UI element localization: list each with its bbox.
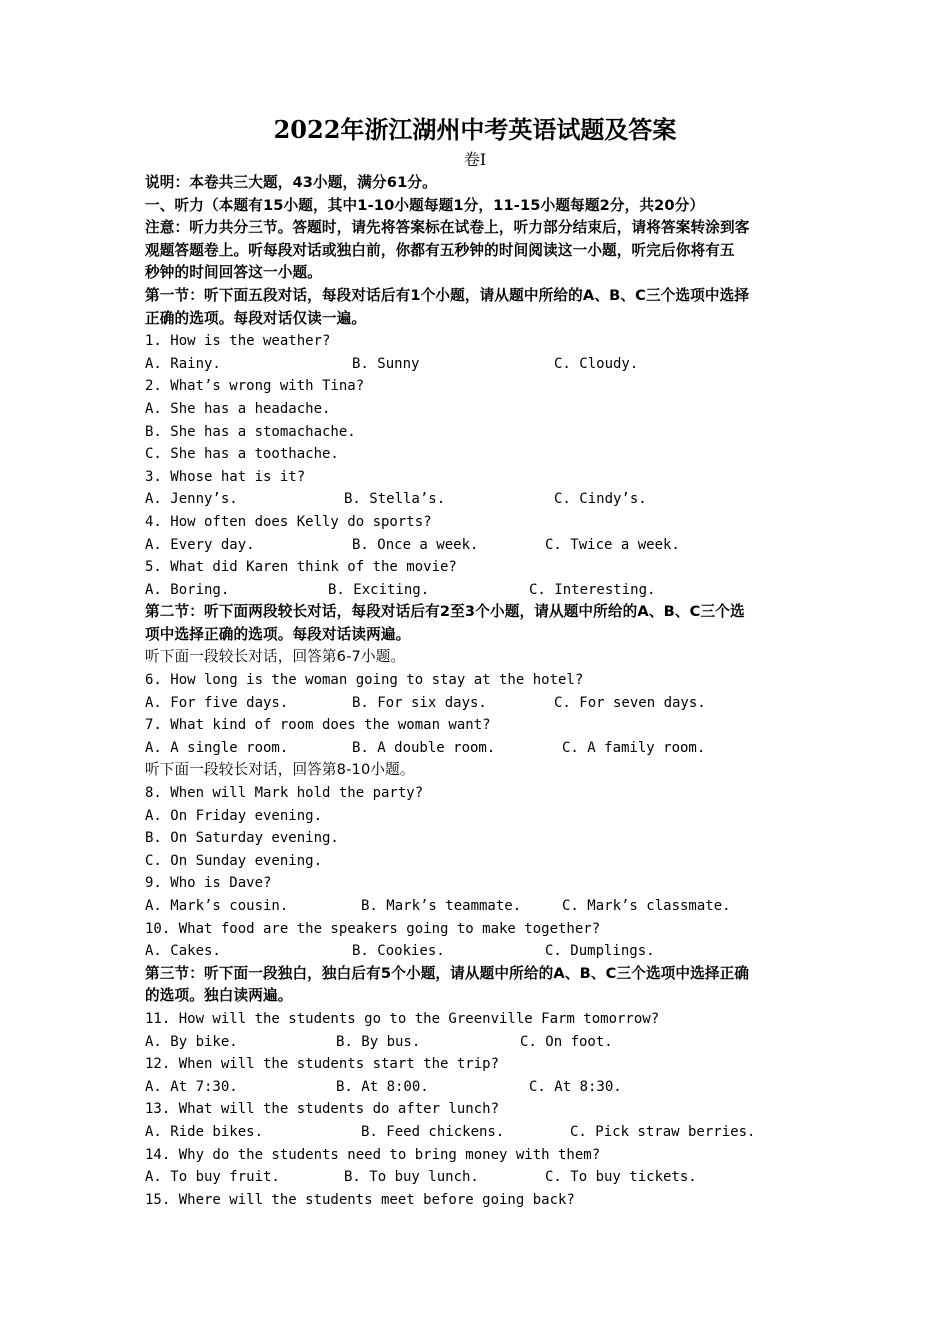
question-2: 2. What’s wrong with Tina? bbox=[145, 378, 365, 395]
options-9 bbox=[145, 895, 810, 918]
section2-heading: 项中选择正确的选项。每段对话读两遍。 bbox=[145, 625, 411, 643]
dialog-note: 听下面一段较长对话，回答第8-10小题。 bbox=[145, 761, 415, 779]
option-b: B. To buy lunch. bbox=[344, 1169, 479, 1186]
notice-line: 观题答题卷上。听每段对话或独白前，你都有五秒钟的时间阅读这一小题，听完后你将有五 bbox=[145, 241, 735, 259]
option-c: C. On foot. bbox=[520, 1033, 613, 1050]
exam-body bbox=[145, 172, 810, 1211]
option-b: B. For six days. bbox=[352, 694, 487, 711]
option-a: A. Ride bikes. bbox=[145, 1123, 264, 1140]
notice-line: 秒钟的时间回答这一小题。 bbox=[145, 264, 322, 282]
section3-heading: 第三节：听下面一段独白，独白后有5个小题，请从题中所给的A、B、C三个选项中选择正确 bbox=[145, 964, 750, 982]
options-5 bbox=[145, 579, 810, 602]
option-a: A. Boring. bbox=[145, 581, 230, 598]
exam-title: 2022年浙江湖州中考英语试题及答案 bbox=[273, 115, 677, 144]
notice-line: 注意：听力共分三节。答题时，请先将答案标在试卷上，听力部分结束后，请将答案转涂到客 bbox=[145, 219, 750, 237]
option-b: B. Stella’s. bbox=[344, 491, 446, 508]
option-b: B. Cookies. bbox=[352, 943, 445, 960]
question-5: 5. What did Karen think of the movie? bbox=[145, 559, 457, 576]
volume-label: 卷Ⅰ bbox=[463, 150, 487, 169]
options-12 bbox=[145, 1076, 810, 1099]
section3-heading: 的选项。独白读两遍。 bbox=[145, 987, 293, 1005]
option-b: B. Sunny bbox=[352, 355, 420, 372]
option-c: C. Interesting. bbox=[529, 581, 656, 598]
option-a: A. A single room. bbox=[145, 739, 289, 756]
option-c: C. Mark’s classmate. bbox=[562, 898, 731, 914]
question-13: 13. What will the students do after lunch? bbox=[145, 1101, 500, 1118]
section1-heading: 正确的选项。每段对话仅读一遍。 bbox=[145, 309, 367, 327]
option-a: A. On Friday evening. bbox=[145, 807, 323, 824]
question-12: 12. When will the students start the trip? bbox=[145, 1056, 500, 1073]
question-14: 14. Why do the students need to bring money with them? bbox=[145, 1146, 601, 1163]
option-a: A. By bike. bbox=[145, 1033, 238, 1050]
section1-heading: 第一节：听下面五段对话，每段对话后有1个小题，请从题中所给的A、B、C三个选项中选择 bbox=[145, 286, 750, 304]
option-a: A. Cakes. bbox=[145, 943, 221, 960]
question-8: 8. When will Mark hold the party? bbox=[145, 785, 424, 802]
option-b: B. At 8:00. bbox=[336, 1078, 429, 1095]
option-b: B. On Saturday evening. bbox=[145, 830, 339, 847]
option-c: C. To buy tickets. bbox=[545, 1169, 697, 1186]
option-c: C. Pick straw berries. bbox=[570, 1123, 756, 1140]
part1-heading: 一、听力（本题有15小题，其中1-10小题每题1分，11-15小题每题2分，共20分） bbox=[145, 196, 705, 214]
option-b: B. Once a week. bbox=[352, 536, 479, 553]
option-a: A. Mark’s cousin. bbox=[145, 898, 289, 914]
options-10 bbox=[145, 940, 810, 963]
option-b: B. By bus. bbox=[336, 1033, 421, 1050]
option-c: C. Cloudy. bbox=[554, 355, 639, 372]
options-13 bbox=[145, 1121, 810, 1144]
option-a: A. At 7:30. bbox=[145, 1078, 238, 1095]
option-c: C. She has a toothache. bbox=[145, 446, 339, 463]
options-11 bbox=[145, 1031, 810, 1054]
question-4: 4. How often does Kelly do sports? bbox=[145, 513, 432, 530]
option-c: C. On Sunday evening. bbox=[145, 852, 323, 869]
option-a: A. For five days. bbox=[145, 694, 289, 711]
option-c: C. At 8:30. bbox=[529, 1078, 622, 1095]
option-a: A. Jenny’s. bbox=[145, 491, 238, 508]
question-15: 15. Where will the students meet before going back? bbox=[145, 1191, 575, 1208]
question-11: 11. How will the students go to the Greenville Farm tomorrow? bbox=[145, 1010, 660, 1027]
question-3: 3. Whose hat is it? bbox=[145, 468, 306, 485]
option-b: B. A double room. bbox=[352, 739, 496, 756]
option-b: B. Mark’s teammate. bbox=[361, 898, 522, 914]
options-7 bbox=[145, 737, 810, 760]
dialog-note: 听下面一段较长对话，回答第6-7小题。 bbox=[145, 648, 406, 666]
question-1: 1. How is the weather? bbox=[145, 333, 331, 350]
option-a: A. Rainy. bbox=[145, 355, 221, 372]
option-c: C. A family room. bbox=[562, 739, 706, 756]
options-6 bbox=[145, 692, 810, 715]
question-10: 10. What food are the speakers going to make together? bbox=[145, 920, 601, 937]
question-7: 7. What kind of room does the woman want? bbox=[145, 717, 491, 734]
intro-text: 说明：本卷共三大题，43小题，满分61分。 bbox=[145, 174, 437, 191]
option-b: B. Exciting. bbox=[328, 581, 430, 598]
option-a: A. To buy fruit. bbox=[145, 1169, 280, 1186]
question-6: 6. How long is the woman going to stay at the hotel? bbox=[145, 672, 584, 689]
option-a: A. Every day. bbox=[145, 536, 255, 553]
option-c: C. For seven days. bbox=[554, 694, 706, 711]
options-3 bbox=[145, 488, 810, 511]
section2-heading: 第二节：听下面两段较长对话，每段对话后有2至3个小题，请从题中所给的A、B、C三个选 bbox=[145, 603, 745, 621]
options-4 bbox=[145, 534, 810, 557]
options-14 bbox=[145, 1166, 810, 1189]
options-1 bbox=[145, 353, 810, 376]
question-9: 9. Who is Dave? bbox=[145, 875, 272, 892]
option-b: B. Feed chickens. bbox=[361, 1123, 505, 1140]
option-c: C. Cindy’s. bbox=[554, 491, 647, 508]
option-c: C. Twice a week. bbox=[545, 536, 680, 553]
option-b: B. She has a stomachache. bbox=[145, 423, 356, 440]
option-a: A. She has a headache. bbox=[145, 400, 331, 417]
option-c: C. Dumplings. bbox=[545, 943, 655, 960]
